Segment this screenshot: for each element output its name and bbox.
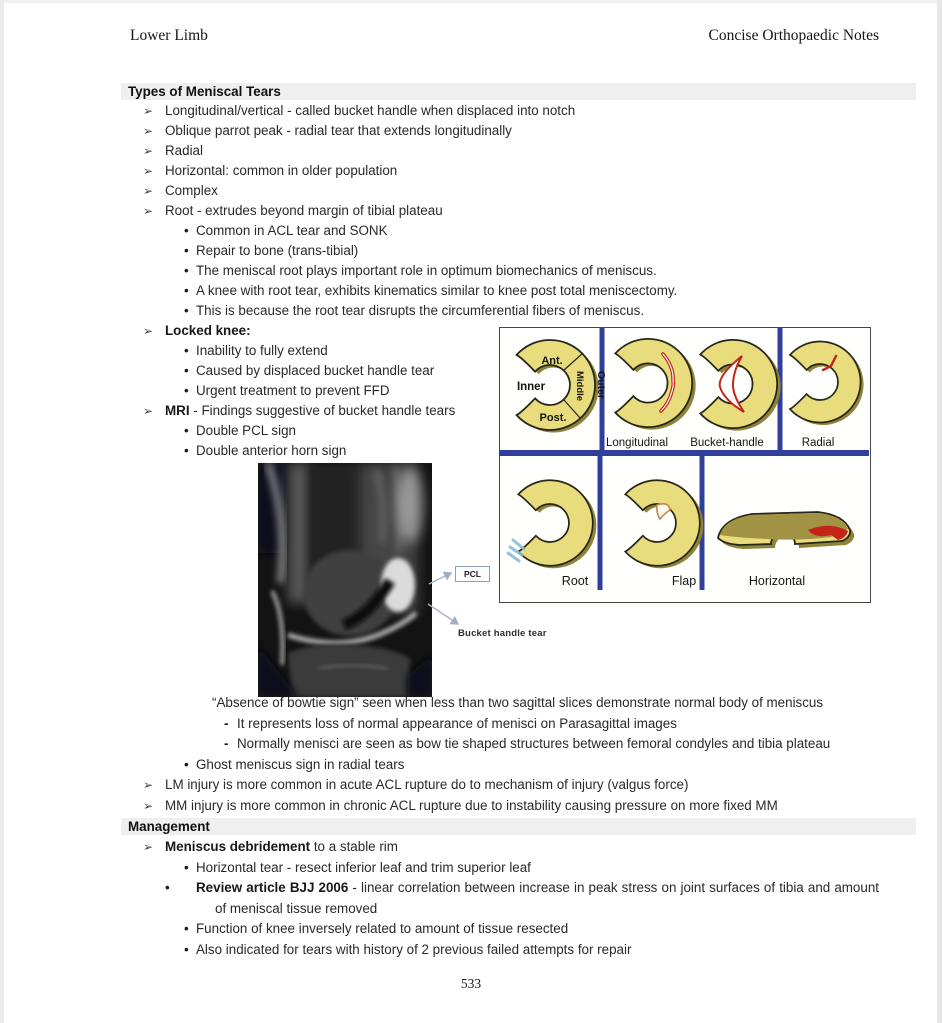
list-item-text: Urgent treatment to prevent FFD: [196, 383, 390, 398]
meniscus-anatomy-diagram: [517, 340, 607, 433]
list-item: [121, 940, 916, 961]
section-title-text: Types of Meniscal Tears: [128, 84, 281, 99]
meniscus-longitudinal-diagram: [615, 339, 695, 430]
list-item-text: [165, 403, 455, 418]
list-item-text: “Absence of bowtie sign” seen when less than two sagittal slices demonstrate normal body of meniscus: [212, 695, 824, 710]
figure-label-longitudinal: Longitudinal: [605, 437, 669, 449]
arrow-bullet-icon: ➢: [143, 798, 154, 813]
bowtie-notes: [121, 693, 916, 817]
list-item: [121, 181, 916, 201]
figure-label-flap: Flap: [671, 574, 697, 588]
figure-label-radial: Radial: [801, 437, 835, 449]
list-item-text: Caused by displaced bucket handle tear: [196, 363, 435, 378]
dash-bullet-icon: -: [224, 715, 229, 731]
meniscus-radial-diagram: [790, 342, 864, 426]
section-title-text: Management: [128, 819, 210, 834]
dash-bullet-icon: -: [224, 736, 229, 752]
page-number: 533: [460, 976, 482, 991]
list-item: [121, 201, 916, 221]
arrow-bullet-icon: ➢: [143, 778, 154, 793]
debridement-rest: to a stable rim: [310, 839, 398, 854]
dot-bullet-icon: •: [184, 263, 189, 278]
list-item-text: Function of knee inversely related to amount of tissue resected: [196, 921, 569, 936]
list-item: [121, 301, 916, 321]
list-item: [121, 714, 916, 735]
list-item-text: This is because the root tear disrupts the circumferential fibers of meniscus.: [196, 303, 645, 318]
dot-bullet-icon: •: [184, 363, 189, 378]
list-item-text: [196, 880, 879, 916]
list-item: [121, 755, 916, 776]
list-item: [121, 121, 916, 141]
figure-label-post: Post.: [539, 412, 567, 424]
figure-label-outer: Outer: [595, 371, 607, 400]
dot-bullet-icon: •: [184, 223, 189, 238]
list-item: [121, 161, 916, 181]
list-item-text: Double anterior horn sign: [196, 443, 347, 458]
dot-bullet-icon: •: [184, 243, 189, 258]
dot-bullet-icon: •: [184, 303, 189, 318]
list-item: [121, 221, 916, 241]
meniscus-horizontal-diagram: [718, 512, 854, 549]
page-header: [130, 27, 879, 45]
figure-label-bucket-handle: Bucket-handle: [690, 437, 764, 449]
figure-label-middle: Middle: [574, 371, 585, 402]
knee-mri-image: [258, 463, 432, 697]
list-item: [121, 734, 916, 755]
list-item-text: Normally menisci are seen as bow tie shaped structures between femoral condyles and tibia plateau: [237, 736, 831, 752]
list-item-text: Root - extrudes beyond margin of tibial plateau: [165, 203, 443, 218]
list-item-text: A knee with root tear, exhibits kinematics similar to knee post total meniscectomy.: [196, 283, 678, 298]
list-item-text: Oblique parrot peak - radial tear that extends longitudinally: [165, 123, 512, 138]
arrow-bullet-icon: ➢: [143, 104, 154, 118]
list-item: [121, 858, 916, 879]
dot-bullet-icon: •: [184, 343, 189, 358]
meniscal-tears-diagram: [500, 328, 869, 601]
arrow-bullet-icon: ➢: [143, 840, 154, 854]
figure-label-root: Root: [561, 574, 589, 588]
figure-label-horizontal: Horizontal: [748, 574, 806, 588]
management-list: [121, 837, 916, 960]
review-article-label: Review article BJJ 2006: [196, 880, 349, 895]
list-item-text: Common in ACL tear and SONK: [196, 223, 388, 238]
list-item: [121, 775, 916, 796]
arrow-bullet-icon: ➢: [143, 164, 154, 178]
section-title-types: [121, 83, 916, 100]
debridement-label: Meniscus debridement: [165, 839, 311, 854]
list-item-text: Double PCL sign: [196, 423, 296, 438]
dot-bullet-icon: •: [184, 383, 189, 398]
arrow-bullet-icon: ➢: [143, 324, 154, 338]
list-item: [121, 141, 916, 161]
list-item-text: Repair to bone (trans-tibial): [196, 243, 359, 258]
pcl-label: PCL: [455, 566, 490, 582]
dot-bullet-icon: •: [184, 756, 189, 772]
list-item-text: Horizontal: common in older population: [165, 163, 398, 178]
arrow-bullet-icon: ➢: [143, 124, 154, 138]
list-item: [121, 919, 916, 940]
dot-bullet-icon: •: [184, 283, 189, 298]
figure-label-inner: Inner: [516, 381, 546, 393]
meniscus-flap-diagram: [625, 480, 703, 568]
list-item-text: Radial: [165, 143, 203, 158]
meniscus-root-diagram: [508, 480, 596, 568]
list-item: [121, 241, 916, 261]
header-left: Lower Limb: [130, 27, 208, 44]
list-item-text: Ghost meniscus sign in radial tears: [196, 756, 405, 772]
section-title-management: [121, 818, 916, 835]
dot-bullet-icon: •: [184, 921, 189, 936]
review-article-rest: - linear correlation between increase in peak stress on joint surfaces of tibia and amount of meniscal tissue removed: [215, 880, 879, 916]
list-item-text: Locked knee:: [165, 323, 251, 338]
list-item: [121, 101, 916, 121]
list-item: • Review article BJJ 2006 - linear correlation between increase in peak stress on joint surfaces of tibia and amount of meniscal tissue removed: [165, 880, 879, 916]
dot-bullet-icon: •: [184, 423, 189, 438]
dot-bullet-icon: •: [184, 859, 189, 875]
meniscal-tears-figure: [499, 327, 871, 603]
list-item-text: It represents loss of normal appearance of menisci on Parasagittal images: [237, 715, 677, 731]
figure-label-ant: Ant.: [541, 355, 563, 367]
bucket-handle-tear-label: Bucket handle tear: [458, 628, 547, 639]
list-item-text: Also indicated for tears with history of 2 previous failed attempts for repair: [196, 941, 632, 957]
list-item: [121, 261, 916, 281]
header-right: Concise Orthopaedic Notes: [708, 27, 879, 44]
list-item-text: Longitudinal/vertical - called bucket handle when displaced into notch: [165, 103, 576, 118]
list-item-text: [165, 839, 398, 854]
arrow-bullet-icon: ➢: [143, 204, 154, 218]
list-item: [121, 796, 916, 817]
list-item-text: The meniscal root plays important role in optimum biomechanics of meniscus.: [196, 263, 657, 278]
mri-rest: - Findings suggestive of bucket handle tears: [189, 403, 456, 418]
list-item-text: MM injury is more common in chronic ACL rupture due to instability causing pressure on more fixed MM: [165, 797, 778, 813]
list-item-text: Inability to fully extend: [196, 343, 328, 358]
list-item: [121, 693, 916, 714]
list-item-text: Horizontal tear - resect inferior leaf and trim superior leaf: [196, 859, 531, 875]
mri-label: MRI: [165, 403, 190, 418]
arrow-bullet-icon: ➢: [143, 184, 154, 198]
list-item: [121, 281, 916, 301]
dot-bullet-icon: •: [184, 941, 189, 957]
list-item: [121, 837, 916, 858]
arrow-bullet-icon: ➢: [143, 404, 154, 418]
figure-divider: [500, 450, 869, 456]
meniscus-bucket-handle-diagram: [700, 340, 780, 431]
dot-bullet-icon: •: [184, 443, 189, 458]
list-item-text: Complex: [165, 183, 218, 198]
arrow-bullet-icon: ➢: [143, 144, 154, 158]
list-item-text: LM injury is more common in acute ACL rupture do to mechanism of injury (valgus force): [165, 777, 689, 793]
